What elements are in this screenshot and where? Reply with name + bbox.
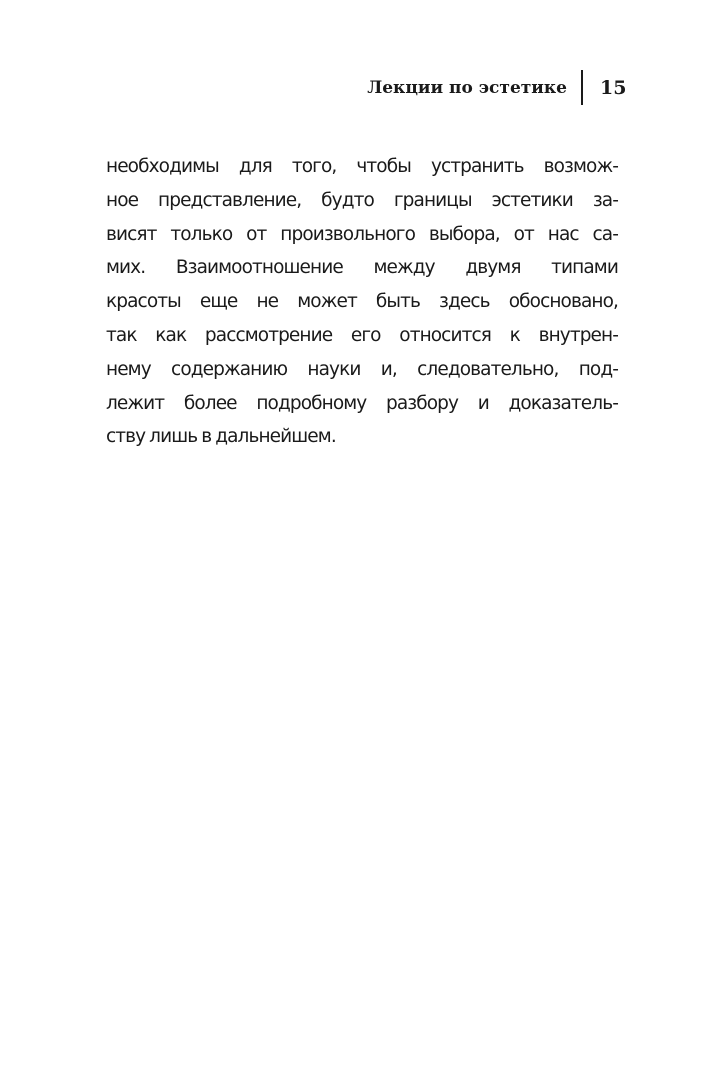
header-divider (581, 70, 583, 105)
text-line: так как рассмотрение его относится к внутрен- (106, 324, 618, 346)
running-title: Лекции по эстетике (367, 78, 567, 98)
text-line: лежит более подробному разбору и доказатель- (106, 392, 618, 414)
text-line: нему содержанию науки и, следовательно, под- (106, 358, 618, 380)
text-line: ное представление, будто границы эстетики за- (106, 189, 618, 211)
text-line: необходимы для того, чтобы устранить возмож- (106, 156, 618, 177)
body-paragraph (106, 150, 618, 454)
text-line: ству лишь в дальнейшем. (106, 426, 336, 448)
text-line: мих. Взаимоотношение между двумя типами (106, 257, 618, 279)
text-line: красоты еще не может быть здесь обосновано, (106, 291, 618, 313)
page-number: 15 (600, 77, 627, 99)
text-line: висят только от произвольного выбора, от нас са- (106, 223, 618, 245)
running-header (0, 70, 723, 110)
